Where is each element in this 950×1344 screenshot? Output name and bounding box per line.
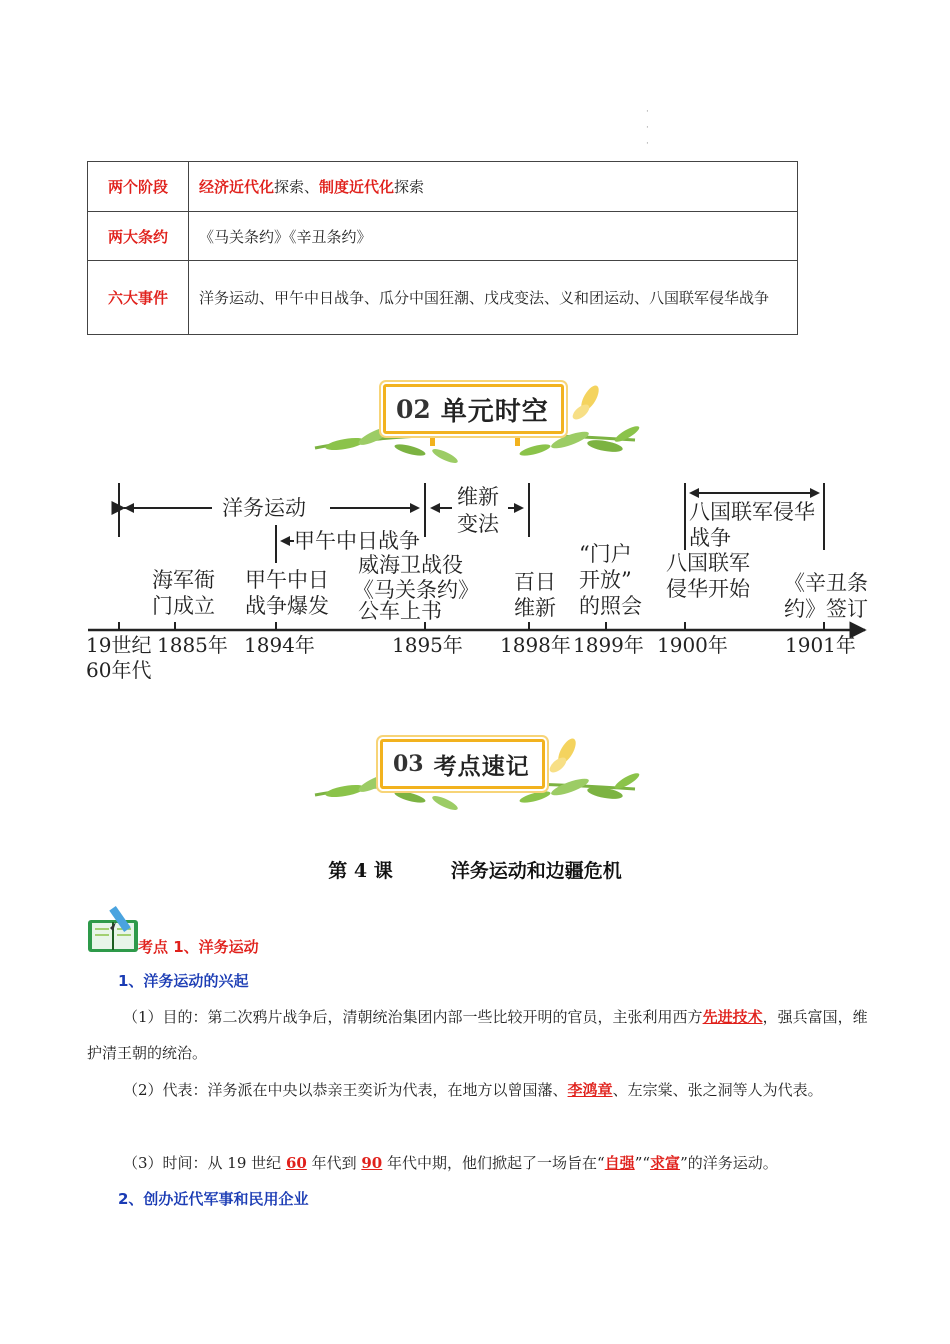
banner-title: 单元时空 xyxy=(440,396,549,427)
event-baguo-1: 八国联军 xyxy=(666,551,750,575)
para-text: 年代中期，他们掀起了一场旨在“ xyxy=(382,1154,605,1172)
para-text: ”的洋务运动。 xyxy=(680,1154,778,1172)
summary-table xyxy=(87,161,798,335)
table-row xyxy=(88,261,798,335)
decorative-dots: · · · xyxy=(646,107,649,149)
year-1899: 1899年 xyxy=(573,633,644,657)
year-1895: 1895年 xyxy=(392,633,463,657)
plain-text: 《马关条约》《辛丑条约》 xyxy=(199,227,372,246)
event-bairi-2: 维新 xyxy=(514,596,556,620)
event-jiawu-1: 甲午中日 xyxy=(245,568,329,592)
banner-title-box xyxy=(380,739,545,789)
para-text: （3）时间：从 19 世纪 xyxy=(123,1154,286,1172)
banner-title-box xyxy=(383,384,564,434)
year-1860s-1: 19世纪 xyxy=(86,633,152,657)
section-banner-02 xyxy=(305,378,645,468)
year-1901: 1901年 xyxy=(785,633,856,657)
paragraph-representatives xyxy=(87,1072,870,1108)
answer-blank: 先进技术 xyxy=(702,1008,763,1026)
banner-number: 02 xyxy=(396,394,431,424)
para-text: （2）代表：洋务派在中央以恭亲王奕䜣为代表，在地方以曾国藩、 xyxy=(123,1081,568,1099)
book-pencil-icon xyxy=(86,906,142,954)
lesson-title xyxy=(0,856,950,883)
lesson-name: 洋务运动和边疆危机 xyxy=(450,860,622,882)
keyword: 制度近代化 xyxy=(319,178,395,196)
event-xinchou-1: 《辛丑条 xyxy=(784,571,868,595)
span-label-baguo-2: 战争 xyxy=(689,526,731,550)
span-label-weixin-1: 维新 xyxy=(457,485,499,509)
kaodian-label: 考点 1、洋务运动 xyxy=(138,938,259,956)
answer-blank: 60 xyxy=(285,1154,307,1172)
span-label-yangwu: 洋务运动 xyxy=(222,496,306,520)
banner-title: 考点速记 xyxy=(433,753,530,780)
kaodian-marker xyxy=(86,906,486,956)
answer-blank: 李鸿章 xyxy=(567,1081,613,1099)
event-weihai-2: 《马关条约》 xyxy=(353,578,479,602)
event-baguo-2: 侵华开始 xyxy=(666,577,750,601)
para-text: ，强兵富国，维护清王朝的统治。 xyxy=(87,1008,868,1062)
event-weihai-3: 公车上书 xyxy=(358,599,442,623)
year-1900: 1900年 xyxy=(657,633,728,657)
span-label-weixin-2: 变法 xyxy=(457,512,499,536)
table-row xyxy=(88,162,798,212)
banner-number: 03 xyxy=(393,751,424,777)
para-text: ”“ xyxy=(634,1154,651,1172)
table-row xyxy=(88,212,798,261)
plain-text: 探索 xyxy=(394,178,425,196)
row-head: 两个阶段 xyxy=(88,162,189,212)
event-jiawu-2: 战争爆发 xyxy=(245,594,329,618)
event-haijun-2: 门成立 xyxy=(152,594,215,618)
row-content xyxy=(189,212,798,261)
event-haijun-1: 海军衙 xyxy=(152,568,215,592)
event-menhu-1: “门户 xyxy=(579,542,632,566)
timeline xyxy=(80,475,880,690)
row-head: 两大条约 xyxy=(88,212,189,261)
paragraph-time xyxy=(87,1145,870,1181)
lesson-number: 第 4 课 xyxy=(328,860,393,882)
year-1898: 1898年 xyxy=(500,633,571,657)
para-text: 、左宗棠、张之洞等人为代表。 xyxy=(612,1081,823,1099)
row-head: 六大事件 xyxy=(88,261,189,335)
row-content xyxy=(189,261,798,335)
plain-text: 洋务运动、甲午中日战争、瓜分中国狂潮、戊戌变法、义和团运动、八国联军侵华战争 xyxy=(199,288,770,307)
answer-blank: 求富 xyxy=(650,1154,681,1172)
year-1894: 1894年 xyxy=(244,633,315,657)
event-xinchou-2: 约》签订 xyxy=(784,597,868,621)
year-1860s-2: 60年代 xyxy=(86,658,152,682)
para-text: （1）目的：第二次鸦片战争后，清朝统治集团内部一些比较开明的官员，主张利用西方 xyxy=(123,1008,703,1026)
event-weihai-1: 威海卫战役 xyxy=(358,553,463,577)
section-banner-03 xyxy=(305,733,645,823)
span-label-jiawu: 甲午中日战争 xyxy=(294,529,420,553)
answer-blank: 90 xyxy=(361,1154,383,1172)
span-label-baguo-1: 八国联军侵华 xyxy=(689,500,815,524)
section-heading: 2、创办近代军事和民用企业 xyxy=(118,1190,309,1208)
keyword: 经济近代化 xyxy=(199,178,275,196)
answer-blank: 自强 xyxy=(604,1154,635,1172)
event-bairi-1: 百日 xyxy=(514,570,556,594)
event-menhu-2: 开放” xyxy=(579,568,632,592)
year-1885: 1885年 xyxy=(157,633,228,657)
event-menhu-3: 的照会 xyxy=(579,594,642,618)
row-content xyxy=(189,162,798,212)
paragraph-purpose xyxy=(87,999,870,1071)
plain-text: 探索、 xyxy=(274,178,320,196)
para-text: 年代到 xyxy=(306,1154,362,1172)
section-heading: 1、洋务运动的兴起 xyxy=(118,972,249,990)
